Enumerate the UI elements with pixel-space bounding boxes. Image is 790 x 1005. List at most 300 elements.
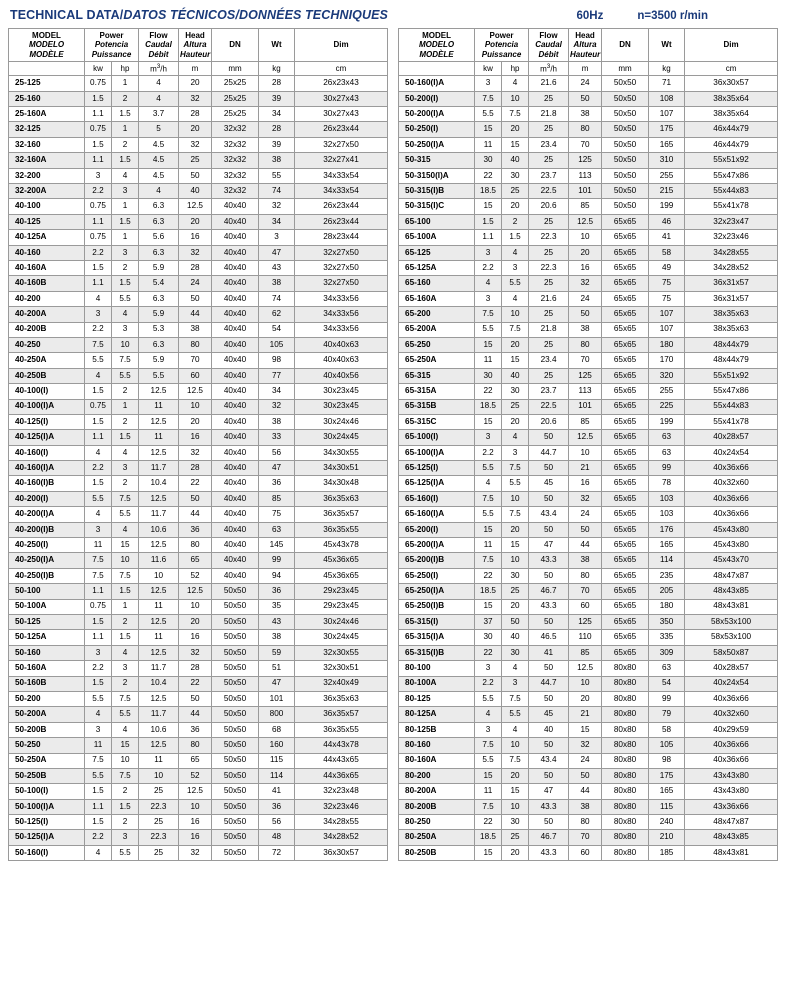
table-row bbox=[399, 538, 778, 553]
cell-model: 80-160A bbox=[399, 753, 475, 768]
cell-value: 58x53x100 bbox=[685, 630, 778, 645]
cell-value: 15 bbox=[475, 599, 502, 614]
cell-value: 11.7 bbox=[139, 507, 179, 522]
col-header-model bbox=[399, 29, 475, 62]
cell-value: 43 bbox=[259, 614, 295, 629]
unit-flow: $m^3/h$ bbox=[139, 62, 179, 76]
cell-value: 5.5 bbox=[475, 507, 502, 522]
cell-value: 2 bbox=[112, 137, 139, 152]
cell-value: 68 bbox=[259, 722, 295, 737]
table-row bbox=[399, 784, 778, 799]
cell-value: 80x80 bbox=[602, 768, 649, 783]
cell-value: 12.5 bbox=[569, 661, 602, 676]
table-row bbox=[399, 245, 778, 260]
cell-model: 50-250B bbox=[9, 768, 85, 783]
cell-value: 40x40 bbox=[212, 568, 259, 583]
cell-value: 22.5 bbox=[529, 184, 569, 199]
cell-value: 36x35x63 bbox=[295, 691, 388, 706]
cell-value: 25x25 bbox=[212, 107, 259, 122]
table-row bbox=[9, 476, 388, 491]
cell-value: 36 bbox=[179, 522, 212, 537]
cell-value: 12.5 bbox=[179, 199, 212, 214]
table-row bbox=[9, 384, 388, 399]
cell-value: 65x65 bbox=[602, 461, 649, 476]
table-row bbox=[399, 399, 778, 414]
cell-value: 7.5 bbox=[475, 307, 502, 322]
cell-value: 32x32 bbox=[212, 184, 259, 199]
cell-value: 10.6 bbox=[139, 522, 179, 537]
cell-value: 4 bbox=[85, 507, 112, 522]
table-row bbox=[9, 245, 388, 260]
table-row bbox=[9, 184, 388, 199]
cell-value: 50x50 bbox=[212, 630, 259, 645]
cell-value: 44.7 bbox=[529, 676, 569, 691]
cell-value: 4.5 bbox=[139, 137, 179, 152]
cell-value: 7.5 bbox=[475, 799, 502, 814]
cell-value: 40x40 bbox=[212, 307, 259, 322]
table-row bbox=[9, 137, 388, 152]
cell-value: 80 bbox=[569, 122, 602, 137]
cell-value: 2 bbox=[112, 784, 139, 799]
right-data-table bbox=[398, 28, 778, 861]
cell-value: 4 bbox=[112, 522, 139, 537]
cell-value: 26x23x44 bbox=[295, 214, 388, 229]
cell-value: 40 bbox=[502, 153, 529, 168]
cell-value: 101 bbox=[259, 691, 295, 706]
cell-model: 65-160(I) bbox=[399, 491, 475, 506]
cell-value: 48x43x81 bbox=[685, 599, 778, 614]
col-model-fr: MODÈLE bbox=[29, 49, 64, 59]
table-row bbox=[399, 368, 778, 383]
cell-value: 5 bbox=[139, 122, 179, 137]
cell-value: 103 bbox=[649, 491, 685, 506]
cell-value: 50x50 bbox=[212, 799, 259, 814]
cell-value: 36x30x57 bbox=[295, 845, 388, 860]
cell-value: 35 bbox=[259, 599, 295, 614]
col-power-fr: Puissance bbox=[91, 49, 132, 59]
cell-value: 50x50 bbox=[212, 815, 259, 830]
col-power-en: Power bbox=[489, 31, 514, 40]
table-row bbox=[399, 276, 778, 291]
cell-value: 36 bbox=[259, 476, 295, 491]
table-row bbox=[9, 353, 388, 368]
cell-model: 65-315B bbox=[399, 399, 475, 414]
cell-value: 80 bbox=[179, 538, 212, 553]
cell-value: 41 bbox=[529, 645, 569, 660]
cell-value: 34x33x56 bbox=[295, 307, 388, 322]
cell-value: 12.5 bbox=[569, 214, 602, 229]
cell-value: 46.7 bbox=[529, 584, 569, 599]
cell-value: 40x36x66 bbox=[685, 461, 778, 476]
cell-value: 34x28x55 bbox=[295, 815, 388, 830]
cell-value: 3 bbox=[112, 830, 139, 845]
cell-value: 23.4 bbox=[529, 353, 569, 368]
cell-value: 4 bbox=[139, 184, 179, 199]
cell-value: 25 bbox=[529, 307, 569, 322]
cell-value: 28 bbox=[179, 661, 212, 676]
cell-model: 65-100(I) bbox=[399, 430, 475, 445]
cell-value: 22 bbox=[475, 384, 502, 399]
cell-value: 210 bbox=[649, 830, 685, 845]
cell-value: 5.5 bbox=[85, 691, 112, 706]
cell-value: 7.5 bbox=[475, 553, 502, 568]
cell-value: 1.1 bbox=[85, 430, 112, 445]
cell-value: 20 bbox=[502, 337, 529, 352]
col-header-dim: Dim bbox=[685, 29, 778, 62]
cell-value: 16 bbox=[179, 630, 212, 645]
cell-value: 46.5 bbox=[529, 630, 569, 645]
cell-value: 50x50 bbox=[602, 91, 649, 106]
cell-value: 38 bbox=[569, 322, 602, 337]
cell-value: 30 bbox=[502, 384, 529, 399]
cell-model: 40-200(I)A bbox=[9, 507, 85, 522]
cell-value: 30x24x45 bbox=[295, 430, 388, 445]
cell-value: 40x40x63 bbox=[295, 337, 388, 352]
cell-value: 32x23x47 bbox=[685, 214, 778, 229]
cell-value: 20 bbox=[179, 76, 212, 91]
table-row bbox=[399, 445, 778, 460]
unit-dn: mm bbox=[212, 62, 259, 76]
cell-value: 40x40 bbox=[212, 538, 259, 553]
cell-value: 3 bbox=[502, 445, 529, 460]
cell-value: 65x65 bbox=[602, 261, 649, 276]
cell-value: 48x43x85 bbox=[685, 830, 778, 845]
cell-value: 3 bbox=[259, 230, 295, 245]
cell-model: 65-315A bbox=[399, 384, 475, 399]
unit-dn: mm bbox=[602, 62, 649, 76]
cell-value: 25 bbox=[139, 784, 179, 799]
cell-value: 75 bbox=[649, 291, 685, 306]
cell-value: 32x27x50 bbox=[295, 261, 388, 276]
cell-value: 50 bbox=[502, 614, 529, 629]
cell-value: 11 bbox=[475, 137, 502, 152]
cell-value: 55x47x86 bbox=[685, 168, 778, 183]
cell-value: 1.5 bbox=[112, 630, 139, 645]
cell-value: 5.5 bbox=[112, 507, 139, 522]
cell-value: 2 bbox=[112, 91, 139, 106]
cell-value: 107 bbox=[649, 322, 685, 337]
cell-value: 65x65 bbox=[602, 553, 649, 568]
tables-container bbox=[0, 28, 790, 861]
cell-model: 50-250 bbox=[9, 738, 85, 753]
cell-value: 16 bbox=[179, 430, 212, 445]
cell-value: 10.4 bbox=[139, 676, 179, 691]
cell-model: 40-250B bbox=[9, 368, 85, 383]
cell-value: 50 bbox=[569, 522, 602, 537]
cell-value: 21.8 bbox=[529, 322, 569, 337]
cell-value: 78 bbox=[649, 476, 685, 491]
cell-model: 50-315(I)C bbox=[399, 199, 475, 214]
col-head-en: Head bbox=[185, 31, 205, 40]
table-row bbox=[9, 307, 388, 322]
cell-value: 32 bbox=[179, 445, 212, 460]
cell-value: 30 bbox=[475, 153, 502, 168]
cell-value: 65x65 bbox=[602, 291, 649, 306]
cell-value: 0.75 bbox=[85, 122, 112, 137]
col-header-wt: Wt bbox=[259, 29, 295, 62]
cell-value: 25 bbox=[529, 368, 569, 383]
cell-value: 46x44x79 bbox=[685, 122, 778, 137]
cell-value: 20 bbox=[502, 599, 529, 614]
cell-value: 28 bbox=[179, 261, 212, 276]
cell-value: 1.1 bbox=[85, 107, 112, 122]
table-row bbox=[399, 599, 778, 614]
cell-value: 65x65 bbox=[602, 491, 649, 506]
unit-hp: hp bbox=[502, 62, 529, 76]
cell-model: 80-100A bbox=[399, 676, 475, 691]
cell-value: 65x65 bbox=[602, 614, 649, 629]
cell-value: 65x65 bbox=[602, 276, 649, 291]
cell-value: 4 bbox=[475, 707, 502, 722]
cell-value: 12.5 bbox=[139, 414, 179, 429]
cell-value: 40x40 bbox=[212, 230, 259, 245]
cell-value: 12.5 bbox=[179, 384, 212, 399]
table-row bbox=[9, 91, 388, 106]
cell-value: 38 bbox=[569, 107, 602, 122]
cell-value: 32x27x50 bbox=[295, 245, 388, 260]
cell-value: 15 bbox=[475, 522, 502, 537]
cell-value: 108 bbox=[649, 91, 685, 106]
cell-value: 4 bbox=[475, 276, 502, 291]
cell-value: 30x27x43 bbox=[295, 91, 388, 106]
cell-value: 40x28x57 bbox=[685, 430, 778, 445]
cell-model: 65-200A bbox=[399, 322, 475, 337]
cell-value: 5.5 bbox=[85, 768, 112, 783]
cell-value: 7.5 bbox=[502, 507, 529, 522]
cell-value: 18.5 bbox=[475, 184, 502, 199]
cell-model: 80-125B bbox=[399, 722, 475, 737]
cell-model: 50-250(I) bbox=[399, 122, 475, 137]
cell-model: 40-250 bbox=[9, 337, 85, 352]
left-table-head bbox=[9, 29, 388, 76]
cell-value: 20.6 bbox=[529, 414, 569, 429]
cell-value: 48x47x87 bbox=[685, 568, 778, 583]
cell-model: 40-160(I)B bbox=[9, 476, 85, 491]
cell-value: 125 bbox=[569, 614, 602, 629]
cell-value: 1.5 bbox=[112, 430, 139, 445]
table-row bbox=[399, 768, 778, 783]
cell-model: 32-200 bbox=[9, 168, 85, 183]
cell-value: 15 bbox=[112, 538, 139, 553]
cell-value: 50x50 bbox=[212, 753, 259, 768]
cell-model: 40-200B bbox=[9, 322, 85, 337]
cell-value: 37 bbox=[475, 614, 502, 629]
cell-value: 125 bbox=[569, 153, 602, 168]
table-row bbox=[399, 830, 778, 845]
table-row bbox=[399, 261, 778, 276]
cell-value: 5.5 bbox=[85, 353, 112, 368]
col-head-fr: Hauteur bbox=[180, 49, 211, 59]
cell-value: 10 bbox=[502, 799, 529, 814]
cell-value: 0.75 bbox=[85, 230, 112, 245]
cell-model: 40-200 bbox=[9, 291, 85, 306]
cell-value: 15 bbox=[502, 538, 529, 553]
cell-value: 1.5 bbox=[112, 107, 139, 122]
cell-value: 5.9 bbox=[139, 261, 179, 276]
cell-value: 50x50 bbox=[602, 184, 649, 199]
cell-value: 49 bbox=[649, 261, 685, 276]
cell-value: 2.2 bbox=[85, 322, 112, 337]
col-power-en: Power bbox=[99, 31, 124, 40]
cell-model: 65-100(I)A bbox=[399, 445, 475, 460]
cell-value: 12.5 bbox=[139, 691, 179, 706]
cell-value: 30x24x46 bbox=[295, 414, 388, 429]
cell-value: 65x65 bbox=[602, 214, 649, 229]
cell-value: 15 bbox=[502, 137, 529, 152]
cell-value: 30 bbox=[502, 645, 529, 660]
col-header-head bbox=[569, 29, 602, 62]
cell-value: 40x40 bbox=[212, 199, 259, 214]
cell-value: 12.5 bbox=[139, 645, 179, 660]
col-head-en: Head bbox=[575, 31, 595, 40]
table-row bbox=[399, 122, 778, 137]
table-row bbox=[399, 153, 778, 168]
cell-value: 47 bbox=[529, 538, 569, 553]
cell-value: 5.5 bbox=[475, 461, 502, 476]
cell-value: 3 bbox=[475, 245, 502, 260]
cell-value: 7.5 bbox=[112, 768, 139, 783]
cell-value: 55x44x83 bbox=[685, 399, 778, 414]
unit-model bbox=[9, 62, 85, 76]
cell-value: 1.5 bbox=[112, 214, 139, 229]
cell-model: 65-315 bbox=[399, 368, 475, 383]
table-row bbox=[399, 91, 778, 106]
cell-model: 50-100(I) bbox=[9, 784, 85, 799]
cell-value: 7.5 bbox=[112, 491, 139, 506]
cell-value: 24 bbox=[569, 291, 602, 306]
cell-value: 32 bbox=[179, 845, 212, 860]
cell-value: 41 bbox=[259, 784, 295, 799]
col-head-es: Altura bbox=[183, 40, 207, 50]
cell-value: 44x43x65 bbox=[295, 753, 388, 768]
table-row bbox=[399, 168, 778, 183]
cell-model: 65-200 bbox=[399, 307, 475, 322]
cell-value: 1.5 bbox=[85, 261, 112, 276]
cell-value: 4 bbox=[85, 707, 112, 722]
cell-value: 2 bbox=[112, 476, 139, 491]
col-flow-en: Flow bbox=[539, 31, 558, 40]
cell-value: 32x30x51 bbox=[295, 661, 388, 676]
cell-value: 335 bbox=[649, 630, 685, 645]
cell-value: 2.2 bbox=[475, 261, 502, 276]
cell-value: 80x80 bbox=[602, 845, 649, 860]
cell-value: 50x50 bbox=[212, 784, 259, 799]
cell-model: 40-250(I)A bbox=[9, 553, 85, 568]
cell-value: 75 bbox=[649, 276, 685, 291]
cell-value: 99 bbox=[259, 553, 295, 568]
cell-model: 25-160A bbox=[9, 107, 85, 122]
cell-model: 80-125 bbox=[399, 691, 475, 706]
cell-value: 4 bbox=[112, 445, 139, 460]
cell-value: 25 bbox=[502, 184, 529, 199]
cell-value: 36x30x57 bbox=[685, 76, 778, 91]
cell-value: 40x40 bbox=[212, 291, 259, 306]
table-row bbox=[9, 599, 388, 614]
cell-value: 1 bbox=[112, 122, 139, 137]
cell-value: 50 bbox=[569, 768, 602, 783]
cell-value: 24 bbox=[569, 76, 602, 91]
col-model-es: MODELO bbox=[418, 40, 455, 50]
cell-value: 2.2 bbox=[85, 461, 112, 476]
cell-value: 199 bbox=[649, 199, 685, 214]
cell-value: 20 bbox=[502, 414, 529, 429]
cell-value: 185 bbox=[649, 845, 685, 860]
cell-value: 7.5 bbox=[85, 553, 112, 568]
cell-value: 175 bbox=[649, 122, 685, 137]
cell-value: 22.5 bbox=[529, 399, 569, 414]
cell-value: 34x28x52 bbox=[685, 261, 778, 276]
table-row bbox=[9, 276, 388, 291]
cell-value: 26x23x44 bbox=[295, 199, 388, 214]
cell-value: 2 bbox=[112, 384, 139, 399]
cell-value: 38 bbox=[569, 799, 602, 814]
cell-value: 70 bbox=[569, 830, 602, 845]
cell-value: 5.5 bbox=[475, 107, 502, 122]
cell-value: 34 bbox=[259, 384, 295, 399]
cell-value: 65x65 bbox=[602, 353, 649, 368]
col-header-dn: DN bbox=[602, 29, 649, 62]
cell-value: 20 bbox=[502, 199, 529, 214]
cell-value: 44x43x78 bbox=[295, 738, 388, 753]
col-model-es: MODELO bbox=[28, 40, 65, 50]
cell-value: 44 bbox=[569, 538, 602, 553]
cell-value: 2.2 bbox=[85, 661, 112, 676]
cell-value: 6.3 bbox=[139, 291, 179, 306]
cell-value: 7.5 bbox=[112, 691, 139, 706]
cell-value: 56 bbox=[259, 815, 295, 830]
cell-model: 50-315(I)B bbox=[399, 184, 475, 199]
cell-value: 62 bbox=[259, 307, 295, 322]
cell-value: 30 bbox=[502, 815, 529, 830]
col-flow-es: Caudal bbox=[145, 40, 172, 50]
table-row bbox=[399, 614, 778, 629]
cell-model: 80-250B bbox=[399, 845, 475, 860]
cell-value: 5.5 bbox=[112, 707, 139, 722]
cell-value: 52 bbox=[179, 768, 212, 783]
cell-value: 48x47x87 bbox=[685, 815, 778, 830]
table-row bbox=[9, 491, 388, 506]
cell-model: 65-250(I) bbox=[399, 568, 475, 583]
cell-value: 29x23x45 bbox=[295, 599, 388, 614]
cell-value: 20 bbox=[179, 122, 212, 137]
table-row bbox=[399, 722, 778, 737]
cell-value: 40x29x59 bbox=[685, 722, 778, 737]
unit-head: m bbox=[179, 62, 212, 76]
cell-value: 4 bbox=[85, 445, 112, 460]
cell-value: 34x33x56 bbox=[295, 291, 388, 306]
page-title bbox=[10, 8, 388, 22]
cell-value: 45x43x70 bbox=[685, 553, 778, 568]
table-row bbox=[9, 661, 388, 676]
cell-value: 32 bbox=[179, 91, 212, 106]
cell-value: 4 bbox=[502, 430, 529, 445]
page-title-en: TECHNICAL DATA/ bbox=[10, 8, 124, 22]
cell-value: 80x80 bbox=[602, 784, 649, 799]
cell-value: 63 bbox=[649, 445, 685, 460]
cell-model: 50-160B bbox=[9, 676, 85, 691]
cell-value: 10.4 bbox=[139, 476, 179, 491]
cell-value: 43x43x80 bbox=[685, 768, 778, 783]
table-row bbox=[9, 676, 388, 691]
cell-value: 38x35x63 bbox=[685, 322, 778, 337]
cell-value: 20 bbox=[179, 414, 212, 429]
cell-value: 40x40 bbox=[212, 430, 259, 445]
cell-value: 34x33x54 bbox=[295, 184, 388, 199]
cell-value: 50 bbox=[179, 691, 212, 706]
cell-value: 11 bbox=[85, 738, 112, 753]
cell-value: 21 bbox=[569, 707, 602, 722]
col-header-power bbox=[475, 29, 529, 62]
